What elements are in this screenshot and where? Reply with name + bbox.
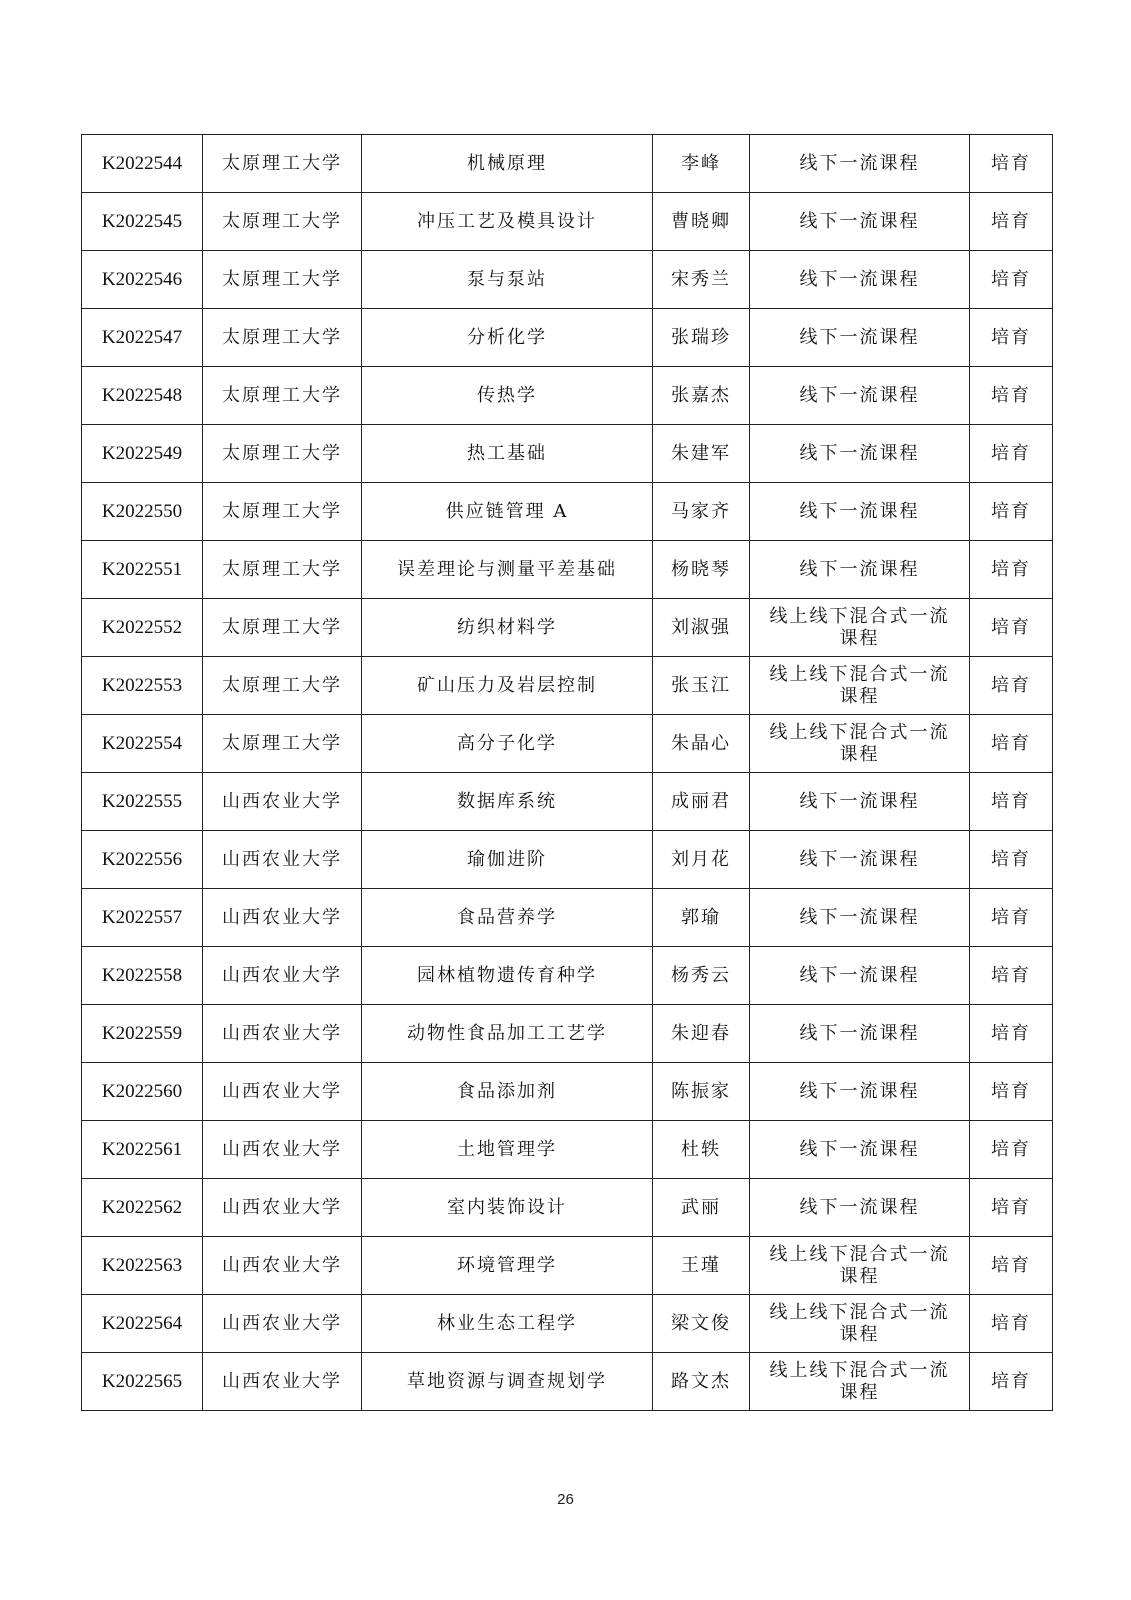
course-code-cell: K2022556 xyxy=(82,831,203,889)
table-row xyxy=(82,947,1053,1005)
course-code-cell: K2022545 xyxy=(82,193,203,251)
course-name-cell: 室内装饰设计 xyxy=(362,1179,653,1237)
status-cell: 培育 xyxy=(970,773,1053,831)
table-row xyxy=(82,773,1053,831)
course-name-cell: 土地管理学 xyxy=(362,1121,653,1179)
status-cell: 培育 xyxy=(970,1063,1053,1121)
school-cell: 山西农业大学 xyxy=(203,1179,362,1237)
course-name-cell: 数据库系统 xyxy=(362,773,653,831)
course-name-cell: 动物性食品加工工艺学 xyxy=(362,1005,653,1063)
school-cell: 山西农业大学 xyxy=(203,1063,362,1121)
status-cell: 培育 xyxy=(970,251,1053,309)
status-cell: 培育 xyxy=(970,1005,1053,1063)
course-code-cell: K2022551 xyxy=(82,541,203,599)
school-cell: 太原理工大学 xyxy=(203,367,362,425)
status-cell: 培育 xyxy=(970,715,1053,773)
course-leader-cell: 路文杰 xyxy=(653,1353,750,1411)
course-code-cell: K2022558 xyxy=(82,947,203,1005)
course-leader-cell: 朱迎春 xyxy=(653,1005,750,1063)
course-leader-cell: 梁文俊 xyxy=(653,1295,750,1353)
table-row xyxy=(82,599,1053,657)
school-cell: 山西农业大学 xyxy=(203,773,362,831)
course-code-cell: K2022563 xyxy=(82,1237,203,1295)
course-code-cell: K2022553 xyxy=(82,657,203,715)
course-list-table xyxy=(81,134,1053,1411)
school-cell: 山西农业大学 xyxy=(203,1121,362,1179)
course-name-cell: 食品营养学 xyxy=(362,889,653,947)
school-cell: 山西农业大学 xyxy=(203,831,362,889)
course-name-cell: 瑜伽进阶 xyxy=(362,831,653,889)
course-type-cell: 线上线下混合式一流课程 xyxy=(750,657,970,715)
course-leader-cell: 成丽君 xyxy=(653,773,750,831)
course-code-cell: K2022557 xyxy=(82,889,203,947)
course-type-cell: 线下一流课程 xyxy=(750,947,970,1005)
school-cell: 太原理工大学 xyxy=(203,715,362,773)
status-cell: 培育 xyxy=(970,1121,1053,1179)
table-row xyxy=(82,1063,1053,1121)
course-code-cell: K2022548 xyxy=(82,367,203,425)
status-cell: 培育 xyxy=(970,1353,1053,1411)
school-cell: 太原理工大学 xyxy=(203,599,362,657)
course-type-cell: 线下一流课程 xyxy=(750,193,970,251)
course-type-cell: 线上线下混合式一流课程 xyxy=(750,1295,970,1353)
course-code-cell: K2022549 xyxy=(82,425,203,483)
table-row xyxy=(82,1295,1053,1353)
course-type-cell: 线下一流课程 xyxy=(750,773,970,831)
table-row xyxy=(82,1237,1053,1295)
school-cell: 太原理工大学 xyxy=(203,309,362,367)
course-leader-cell: 杜轶 xyxy=(653,1121,750,1179)
course-type-cell: 线下一流课程 xyxy=(750,1005,970,1063)
course-name-cell: 食品添加剂 xyxy=(362,1063,653,1121)
course-code-cell: K2022552 xyxy=(82,599,203,657)
course-list-body xyxy=(82,135,1053,1411)
table-row xyxy=(82,309,1053,367)
course-name-cell: 机械原理 xyxy=(362,135,653,193)
status-cell: 培育 xyxy=(970,1179,1053,1237)
status-cell: 培育 xyxy=(970,947,1053,1005)
course-name-cell: 误差理论与测量平差基础 xyxy=(362,541,653,599)
status-cell: 培育 xyxy=(970,193,1053,251)
status-cell: 培育 xyxy=(970,831,1053,889)
course-name-cell: 矿山压力及岩层控制 xyxy=(362,657,653,715)
course-leader-cell: 张玉江 xyxy=(653,657,750,715)
status-cell: 培育 xyxy=(970,889,1053,947)
course-leader-cell: 李峰 xyxy=(653,135,750,193)
course-leader-cell: 宋秀兰 xyxy=(653,251,750,309)
course-code-cell: K2022560 xyxy=(82,1063,203,1121)
school-cell: 山西农业大学 xyxy=(203,1237,362,1295)
course-leader-cell: 刘淑强 xyxy=(653,599,750,657)
course-name-cell: 供应链管理 A xyxy=(362,483,653,541)
table-row xyxy=(82,367,1053,425)
status-cell: 培育 xyxy=(970,135,1053,193)
course-code-cell: K2022544 xyxy=(82,135,203,193)
status-cell: 培育 xyxy=(970,367,1053,425)
status-cell: 培育 xyxy=(970,483,1053,541)
school-cell: 山西农业大学 xyxy=(203,947,362,1005)
course-type-cell: 线上线下混合式一流课程 xyxy=(750,1353,970,1411)
course-type-cell: 线下一流课程 xyxy=(750,1063,970,1121)
page-number: 26 xyxy=(557,1491,574,1508)
course-leader-cell: 刘月花 xyxy=(653,831,750,889)
course-type-cell: 线下一流课程 xyxy=(750,889,970,947)
school-cell: 太原理工大学 xyxy=(203,251,362,309)
table-row xyxy=(82,1353,1053,1411)
course-leader-cell: 郭瑜 xyxy=(653,889,750,947)
course-leader-cell: 张嘉杰 xyxy=(653,367,750,425)
course-type-cell: 线下一流课程 xyxy=(750,425,970,483)
table-row xyxy=(82,1121,1053,1179)
course-type-cell: 线下一流课程 xyxy=(750,483,970,541)
course-leader-cell: 杨秀云 xyxy=(653,947,750,1005)
course-type-cell: 线上线下混合式一流课程 xyxy=(750,1237,970,1295)
school-cell: 山西农业大学 xyxy=(203,1005,362,1063)
course-name-cell: 环境管理学 xyxy=(362,1237,653,1295)
table-row xyxy=(82,251,1053,309)
course-code-cell: K2022547 xyxy=(82,309,203,367)
course-name-cell: 热工基础 xyxy=(362,425,653,483)
course-leader-cell: 朱建军 xyxy=(653,425,750,483)
table-row xyxy=(82,1005,1053,1063)
school-cell: 太原理工大学 xyxy=(203,541,362,599)
table-row xyxy=(82,657,1053,715)
school-cell: 太原理工大学 xyxy=(203,193,362,251)
table-row xyxy=(82,193,1053,251)
course-code-cell: K2022555 xyxy=(82,773,203,831)
school-cell: 太原理工大学 xyxy=(203,657,362,715)
course-name-cell: 高分子化学 xyxy=(362,715,653,773)
course-leader-cell: 王瑾 xyxy=(653,1237,750,1295)
status-cell: 培育 xyxy=(970,425,1053,483)
school-cell: 山西农业大学 xyxy=(203,1295,362,1353)
course-type-cell: 线上线下混合式一流课程 xyxy=(750,599,970,657)
course-name-cell: 传热学 xyxy=(362,367,653,425)
school-cell: 太原理工大学 xyxy=(203,135,362,193)
course-name-cell: 草地资源与调查规划学 xyxy=(362,1353,653,1411)
course-name-cell: 林业生态工程学 xyxy=(362,1295,653,1353)
table-row xyxy=(82,541,1053,599)
course-name-cell: 泵与泵站 xyxy=(362,251,653,309)
course-type-cell: 线下一流课程 xyxy=(750,831,970,889)
course-type-cell: 线下一流课程 xyxy=(750,1121,970,1179)
course-name-cell: 园林植物遗传育种学 xyxy=(362,947,653,1005)
course-name-cell: 分析化学 xyxy=(362,309,653,367)
course-code-cell: K2022550 xyxy=(82,483,203,541)
course-code-cell: K2022562 xyxy=(82,1179,203,1237)
school-cell: 太原理工大学 xyxy=(203,425,362,483)
course-code-cell: K2022559 xyxy=(82,1005,203,1063)
course-type-cell: 线下一流课程 xyxy=(750,541,970,599)
school-cell: 太原理工大学 xyxy=(203,483,362,541)
table-row xyxy=(82,1179,1053,1237)
course-leader-cell: 张瑞珍 xyxy=(653,309,750,367)
status-cell: 培育 xyxy=(970,1237,1053,1295)
course-type-cell: 线下一流课程 xyxy=(750,309,970,367)
table-row xyxy=(82,715,1053,773)
status-cell: 培育 xyxy=(970,1295,1053,1353)
course-leader-cell: 马家齐 xyxy=(653,483,750,541)
table-row xyxy=(82,425,1053,483)
status-cell: 培育 xyxy=(970,657,1053,715)
status-cell: 培育 xyxy=(970,541,1053,599)
course-code-cell: K2022546 xyxy=(82,251,203,309)
course-type-cell: 线下一流课程 xyxy=(750,367,970,425)
status-cell: 培育 xyxy=(970,599,1053,657)
course-name-cell: 纺织材料学 xyxy=(362,599,653,657)
table-row xyxy=(82,831,1053,889)
course-leader-cell: 曹晓卿 xyxy=(653,193,750,251)
course-leader-cell: 朱晶心 xyxy=(653,715,750,773)
course-type-cell: 线下一流课程 xyxy=(750,1179,970,1237)
course-type-cell: 线上线下混合式一流课程 xyxy=(750,715,970,773)
course-code-cell: K2022561 xyxy=(82,1121,203,1179)
table-row xyxy=(82,483,1053,541)
course-name-cell: 冲压工艺及模具设计 xyxy=(362,193,653,251)
status-cell: 培育 xyxy=(970,309,1053,367)
school-cell: 山西农业大学 xyxy=(203,1353,362,1411)
course-leader-cell: 武丽 xyxy=(653,1179,750,1237)
table-row xyxy=(82,135,1053,193)
course-leader-cell: 陈振家 xyxy=(653,1063,750,1121)
course-type-cell: 线下一流课程 xyxy=(750,251,970,309)
course-code-cell: K2022564 xyxy=(82,1295,203,1353)
course-leader-cell: 杨晓琴 xyxy=(653,541,750,599)
course-type-cell: 线下一流课程 xyxy=(750,135,970,193)
table-row xyxy=(82,889,1053,947)
course-code-cell: K2022554 xyxy=(82,715,203,773)
school-cell: 山西农业大学 xyxy=(203,889,362,947)
course-code-cell: K2022565 xyxy=(82,1353,203,1411)
